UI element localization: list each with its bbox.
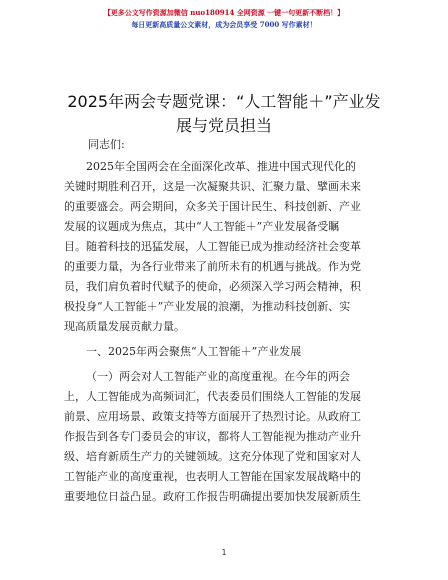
paragraph-1-line: 现高质量发展贡献力量。 bbox=[64, 320, 185, 333]
page-number: 1 bbox=[221, 548, 227, 557]
document-title bbox=[62, 90, 386, 138]
paragraph-2-line: 前景、应用场景、政策支持等方面展开了热烈讨论。从政府工 bbox=[64, 410, 361, 423]
paragraph-1-line: 2025年全国两会在全面深化改革、推进中国式现代化的 bbox=[86, 160, 356, 173]
paragraph-1-line: 员，我们肩负着时代赋予的使命，必须深入学习两会精神，积 bbox=[64, 280, 361, 293]
paragraph-2-line: 重要地位日益凸显。政府工作报告明确提出要加快发展新质生 bbox=[64, 490, 361, 503]
paragraph-1-line: 发展的议题成为焦点，其中“人工智能＋”产业发展备受瞩 bbox=[64, 220, 340, 233]
promo-banner-line-1: 【更多公文写作资源加微信 nuo180914 全网资源 一键一句更新不断档！】 bbox=[103, 8, 345, 17]
section-heading-1: 一、2025年两会聚焦“人工智能＋”产业发展 bbox=[86, 345, 302, 358]
paragraph-1-line: 关键时期胜利召开，这是一次凝聚共识、汇聚力量、擘画未来 bbox=[64, 180, 361, 193]
paragraph-2-line: 作报告到各专门委员会的审议，都将人工智能视为推动产业升 bbox=[64, 430, 361, 443]
title-line-1: 2025年两会专题党课：“人工智能＋”产业发 bbox=[67, 92, 381, 111]
paragraph-1-line: 极投身“人工智能＋”产业发展的浪潮，为推动科技创新、实 bbox=[64, 300, 351, 313]
promo-banner-line-2: 每日更新高质量公文素材，成为会员享受 7000 写作素材！ bbox=[131, 20, 317, 29]
paragraph-2-line: 上，人工智能成为高频词汇，代表委员们围绕人工智能的发展 bbox=[64, 390, 361, 403]
paragraph-1-line: 的重要力量，为各行业带来了前所未有的机遇与挑战。作为党 bbox=[64, 260, 361, 273]
paragraph-2-line: 工智能产业的高度重视，也表明人工智能在国家发展战略中的 bbox=[64, 470, 361, 483]
paragraph-2-line: （一）两会对人工智能产业的高度重视。在今年的两会 bbox=[86, 370, 350, 383]
paragraph-1-line: 的重要盛会。两会期间，众多关于国计民生、科技创新、产业 bbox=[64, 200, 361, 213]
salutation: 同志们: bbox=[88, 138, 125, 151]
paragraph-1-line: 目。随着科技的迅猛发展，人工智能已成为推动经济社会变革 bbox=[64, 240, 361, 253]
title-line-2: 展与党员担当 bbox=[175, 116, 272, 135]
paragraph-2-line: 级、培育新质生产力的关键领域。这充分体现了党和国家对人 bbox=[64, 450, 361, 463]
